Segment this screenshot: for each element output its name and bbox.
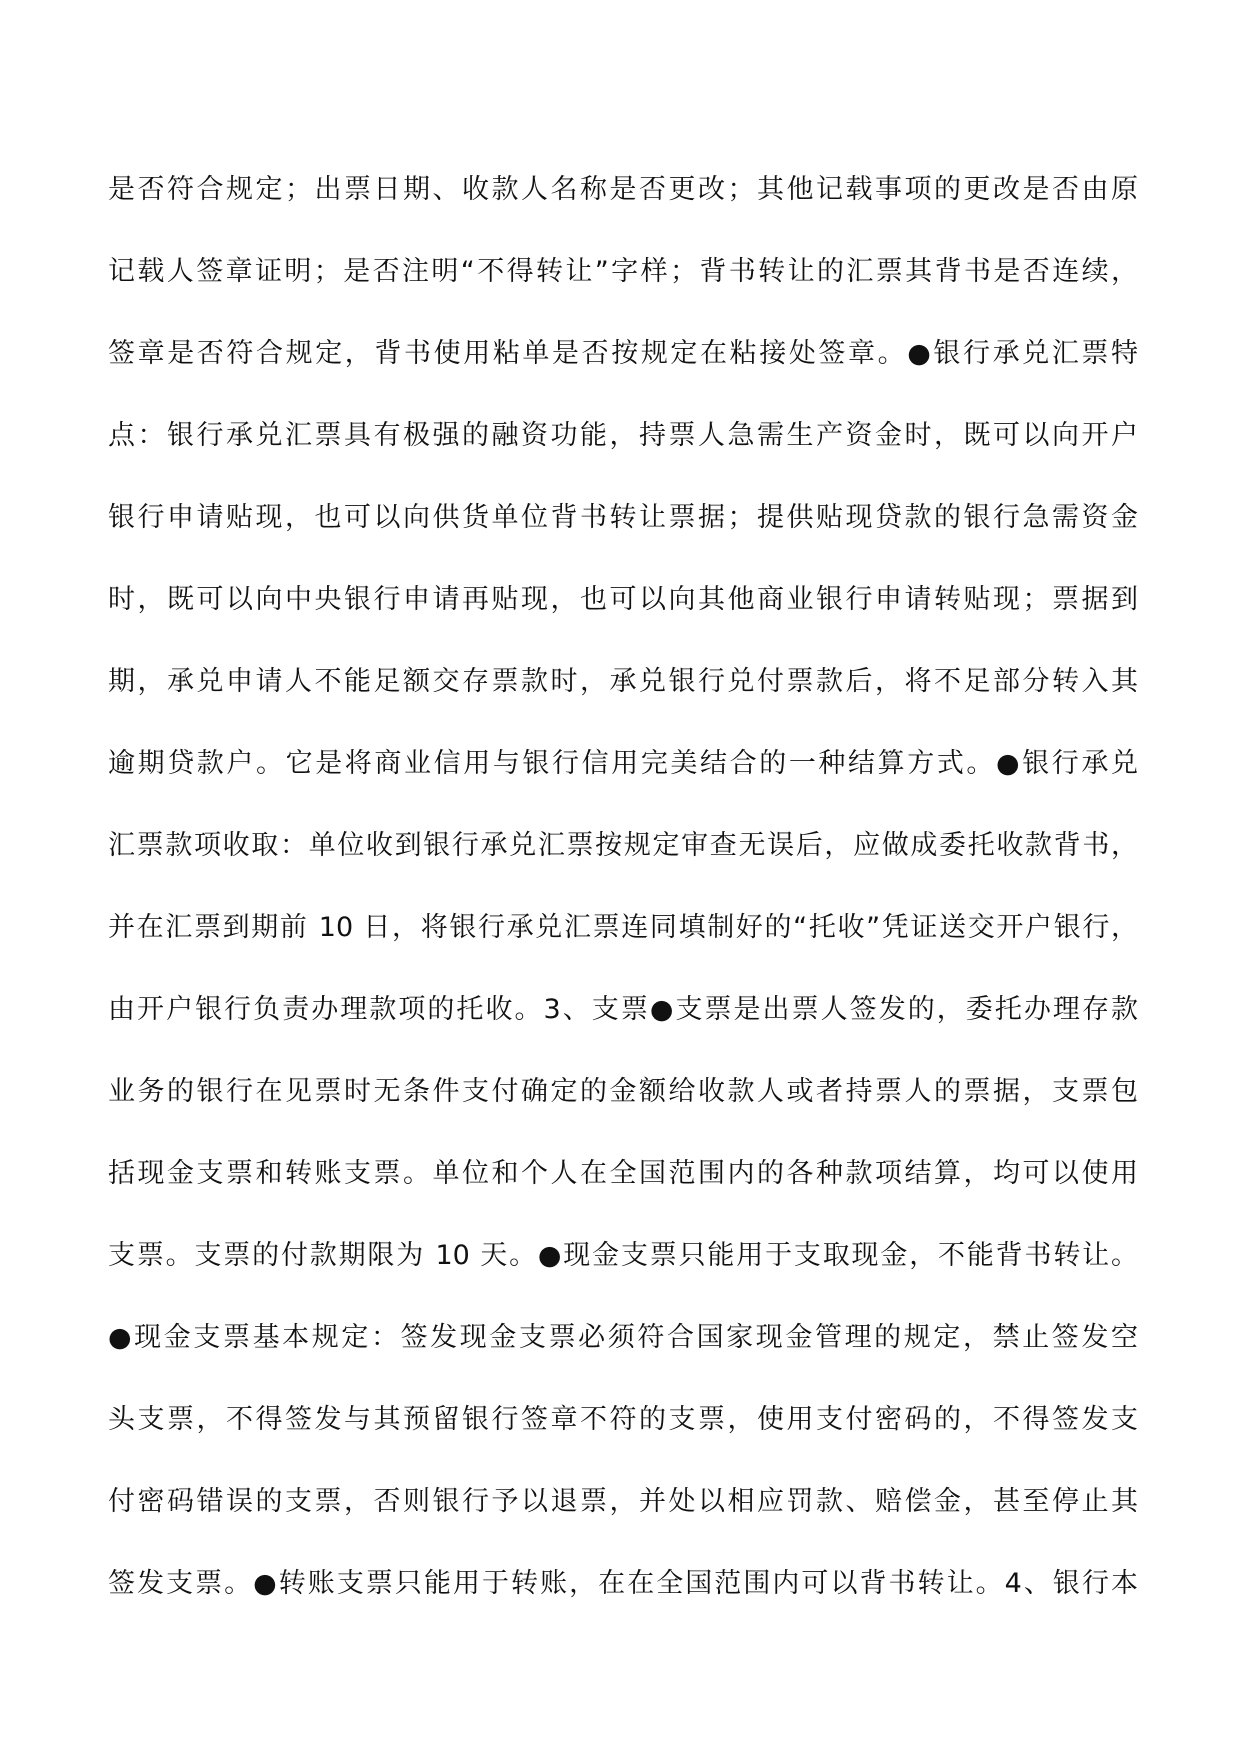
text-line: ●现金支票基本规定：签发现金支票必须符合国家现金管理的规定，禁止签发空	[108, 1322, 1138, 1353]
text-line: 汇票款项收取：单位收到银行承兑汇票按规定审查无误后，应做成委托收款背书，	[108, 830, 1138, 861]
text-line: 期，承兑申请人不能足额交存票款时，承兑银行兑付票款后，将不足部分转入其	[108, 666, 1138, 697]
body-text	[108, 172, 1138, 1648]
text-line: 是否符合规定；出票日期、收款人名称是否更改；其他记载事项的更改是否由原	[108, 174, 1138, 205]
text-line: 括现金支票和转账支票。单位和个人在全国范围内的各种款项结算，均可以使用	[108, 1158, 1138, 1189]
text-line: 时，既可以向中央银行申请再贴现，也可以向其他商业银行申请转贴现；票据到	[108, 584, 1138, 615]
text-line: 记载人签章证明；是否注明“不得转让”字样；背书转让的汇票其背书是否连续，	[108, 256, 1138, 287]
text-line: 银行申请贴现，也可以向供货单位背书转让票据；提供贴现贷款的银行急需资金	[108, 502, 1138, 533]
text-line: 头支票，不得签发与其预留银行签章不符的支票，使用支付密码的，不得签发支	[108, 1404, 1138, 1435]
text-line: 签章是否符合规定，背书使用粘单是否按规定在粘接处签章。●银行承兑汇票特	[108, 338, 1138, 369]
text-line: 签发支票。●转账支票只能用于转账，在在全国范围内可以背书转让。4、银行本	[108, 1568, 1138, 1599]
text-line: 付密码错误的支票，否则银行予以退票，并处以相应罚款、赔偿金，甚至停止其	[108, 1486, 1138, 1517]
text-line: 逾期贷款户。它是将商业信用与银行信用完美结合的一种结算方式。●银行承兑	[108, 748, 1138, 779]
text-line: 业务的银行在见票时无条件支付确定的金额给收款人或者持票人的票据，支票包	[108, 1076, 1138, 1107]
text-line: 并在汇票到期前 10 日，将银行承兑汇票连同填制好的“托收”凭证送交开户银行，	[108, 912, 1138, 943]
text-line: 点：银行承兑汇票具有极强的融资功能，持票人急需生产资金时，既可以向开户	[108, 420, 1138, 451]
text-line: 支票。支票的付款期限为 10 天。●现金支票只能用于支取现金，不能背书转让。	[108, 1240, 1138, 1271]
text-line: 由开户银行负责办理款项的托收。3、支票●支票是出票人签发的，委托办理存款	[108, 994, 1138, 1025]
